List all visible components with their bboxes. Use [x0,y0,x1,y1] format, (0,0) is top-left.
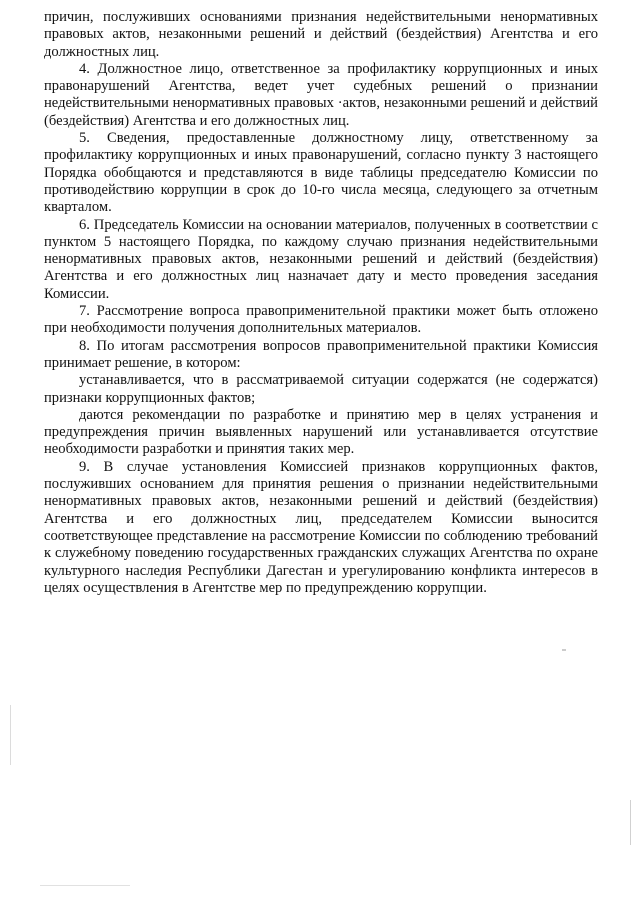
paragraph-continuation: причин, послуживших основаниями признания недействительными ненормативных правовых актов, незаконными решений и действий (бездействия) Агентства и его должностных лиц. [44,9,598,60]
scan-artifact-right-edge [630,800,631,845]
paragraph-item-8-clause-2: даются рекомендации по разработке и принятию мер в целях устранения и предупреждения причин выявленных нарушений или устанавливается отсутствие необходимости разработки и принятия таких мер. [44,406,598,458]
paragraph-item-7: 7. Рассмотрение вопроса правоприменительной практики может быть отложено при необходимости получения дополнительных материалов. [44,303,598,337]
paragraph-item-9: 9. В случае установления Комиссией признаков коррупционных фактов, послуживших основанием для принятия решения о признании недействительными ненормативных правовых актов, незаконными решений и действий (бездействия) Агентства и его должностных лиц, председателем Комиссии выносится соответствующее представление на рассмотрение Комиссии по соблюдению требований к служебному поведению государственных гражданских служащих Агентства по охране культурного наследия Республики Дагестан и урегулированию конфликта интересов в целях осуществления в Агентстве мер по предупреждению коррупции. [44,458,598,596]
paragraph-item-8: 8. По итогам рассмотрения вопросов правоприменительной практики Комиссия принимает решение, в котором: [44,337,598,371]
scan-artifact-dot [562,649,566,651]
document-body [44,9,598,597]
paragraph-item-8-clause-1: устанавливается, что в рассматриваемой ситуации содержатся (не содержатся) признаки коррупционных фактов; [44,372,598,406]
scan-artifact-left-edge [10,705,11,765]
paragraph-item-4: 4. Должностное лицо, ответственное за профилактику коррупционных и иных правонарушений Агентства, ведет учет судебных решений о признании недействительными ненормативных правовых ·актов, незаконными решений и действий (бездействия) Агентства и его должностных лиц. [44,60,598,129]
scan-artifact-bottom [40,885,130,886]
paragraph-item-5: 5. Сведения, предоставленные должностному лицу, ответственному за профилактику коррупционных и иных правонарушений, согласно пункту 3 настоящего Порядка обобщаются и представляются в виде таблицы председателю Комиссии по противодействию коррупции в срок до 10-го числа месяца, следующего за отчетным кварталом. [44,130,598,216]
paragraph-item-6: 6. Председатель Комиссии на основании материалов, полученных в соответствии с пунктом 5 настоящего Порядка, по каждому случаю признания недействительными ненормативных правовых актов, незаконными решений и действий (бездействия) Агентства и его должностных лиц назначает дату и место проведения заседания Комиссии. [44,216,598,302]
